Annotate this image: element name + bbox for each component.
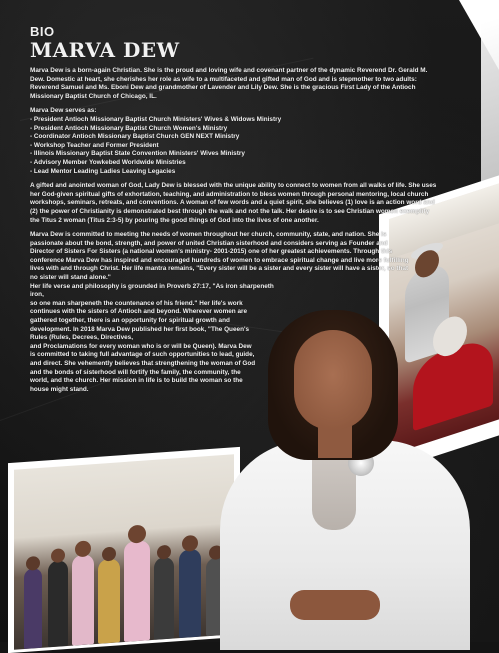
committed-paragraph: Marva Dew is committed to meeting the needs of women throughout her church, community, state, and nation. She is passionate about the bond, strength, and power of united Christian sisterhood and considers serving as Founder and Director of Sisters For Sisters (a national women's ministry- 2001-2015) one of her greatest achievements. Through this conference Marva Dew has inspired and encouraged hundreds of women to embrace spiritual change and live more fulfilling lives with and through Christ. Her life mantra remains, "Every sister will be a sister and every sister will have a sister, so that no sister will stand alone." — [30, 231, 409, 282]
list-item: - Workshop Teacher and Former President — [30, 141, 159, 149]
list-item: - President Antioch Missionary Baptist Church Women's Ministry — [30, 124, 228, 132]
congregation-photo — [14, 454, 234, 649]
list-item: - Illinois Missionary Baptist State Convention Ministers' Wives Ministry — [30, 150, 245, 158]
committed-paragraph-verse: Her life verse and philosophy is grounded in Proverb 27:17, "As iron sharpeneth iron, — [30, 282, 274, 299]
list-item: - Lead Mentor Leading Ladies Leaving Legacies — [30, 167, 176, 175]
bio-text-block — [30, 24, 440, 400]
intro-paragraph: Marva Dew is a born-again Christian. She is the proud and loving wife and covenant partner of the dynamic Reverend Dr. Gerald M. Dew. Domestic at heart, she cherishes her role as wife to a multifaceted and gifted man of God and is stepmother to two adults: Reverend Samuel and Ms. Eboni Dew and grandmother of Lavender and Lily Dew. She is the gracious First Lady of the Antioch Missionary Baptist Church of Chicago, IL. — [30, 67, 428, 100]
page-title: MARVA DEW — [30, 38, 180, 62]
section-label: BIO — [30, 24, 55, 39]
committed-paragraph-end: and Proclamations for every woman who is or will be Queen). Marva Dew is committed to taking full advantage of such opportunities to lead, guide, and direct. She vehemently believes that strengthening the woman of God and the bonds of sisterhood will fortify the family, the community, the world, and the church. Her mission in life is to build the woman so the house might stand. — [30, 342, 256, 393]
serves-list — [30, 116, 440, 176]
gifted-paragraph: A gifted and anointed woman of God, Lady Dew is blessed with the unique ability to connect to women from all walks of life. She uses her God-given spiritual gifts of exhortation, teaching, and administration to bless women through personal mentoring, local church workshops, seminars, retreats, and conventions. A woman of few words and a quiet spirit, she believes (1) love is an action word and (2) the power of Christianity is demonstrated best through the walk and not the talk. Her desire is to see Christian women exemplify the Titus 2 woman (Titus 2:3-5) by pouring the good things of God into the lives of one another. — [30, 182, 437, 224]
list-item: - Coordinator Antioch Missionary Baptist Church GEN NEXT Ministry — [30, 133, 240, 141]
serves-heading: Marva Dew serves as: — [30, 107, 97, 115]
committed-paragraph-cont: so one man sharpeneth the countenance of his friend." Her life's work continues with the sisters of Antioch and beyond. Wherever women are gathered together, there is an opportunity for spiritual growth and development. In 2018 Marva Dew published her first book, "The Queen's Rules (Rules, Decrees, Directives, — [30, 299, 250, 342]
list-item: - President Antioch Missionary Baptist Church Ministers' Wives & Widows Ministry — [30, 115, 282, 123]
list-item: - Advisory Member Yowkebed Worldwide Ministries — [30, 158, 186, 166]
